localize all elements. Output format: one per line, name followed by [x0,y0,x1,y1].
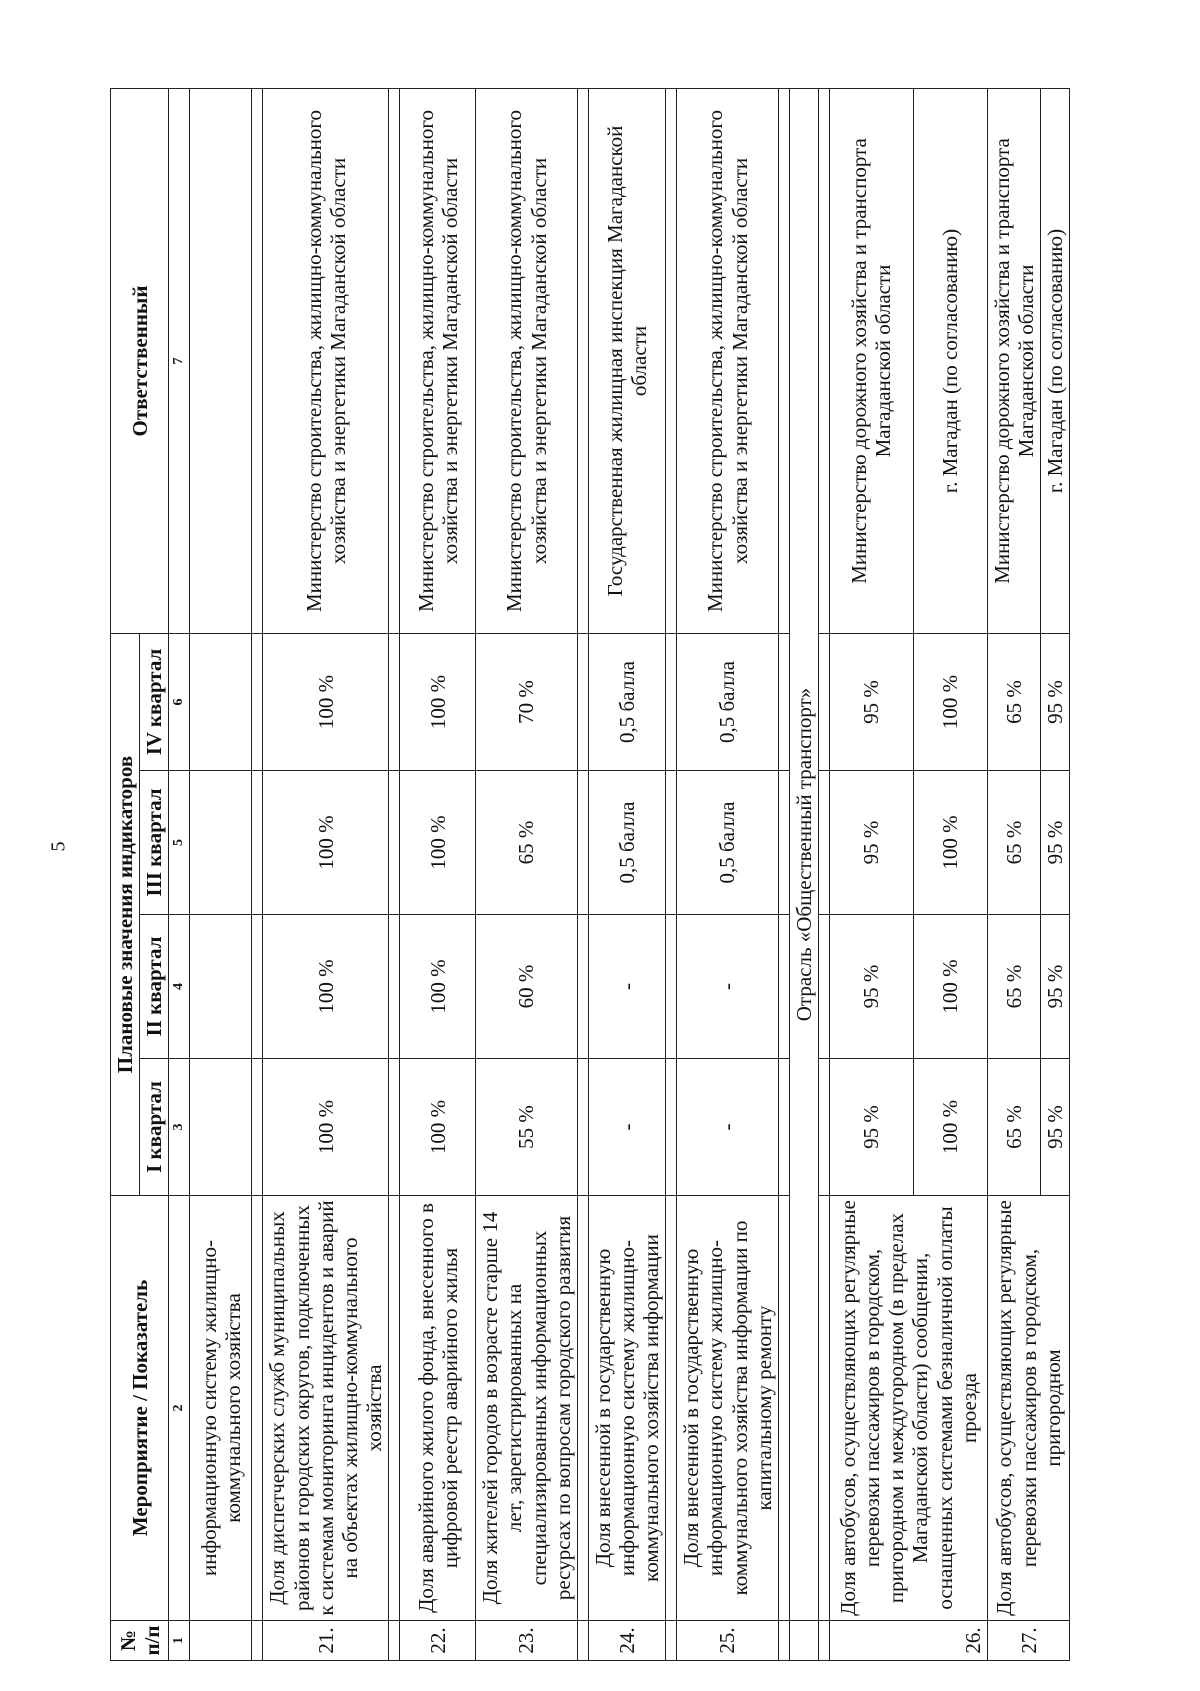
row-q2: - [677,915,779,1059]
row-q4: 0,5 балла [677,634,779,771]
row-gap [577,89,588,1661]
header-planned: Плановые значения индикаторов [111,634,140,1196]
col-number: 6 [169,634,190,771]
row-q1: 65 % [987,1059,1040,1196]
row-q3: 100 % [913,771,987,915]
row-q2: 60 % [476,915,578,1059]
row-num: 27. [987,1621,1069,1661]
row-q3: 65 % [476,771,578,915]
row-q4: 70 % [476,634,578,771]
col-number: 7 [169,89,190,634]
row-gap [389,89,400,1661]
row-num: 26. [829,1621,987,1661]
row-q2: 100 % [263,915,389,1059]
row-responsible: г. Магадан (по согласованию) [1041,89,1070,634]
row-q1: 55 % [476,1059,578,1196]
row-responsible: Министерство строительства, жилищно-коммунального хозяйства и энергетики Магаданской области [263,89,389,634]
header-num: № п/п [111,1621,169,1661]
row-q1: 95 % [1041,1059,1070,1196]
col-number: 5 [169,771,190,915]
row-responsible: Государственная жилищная инспекция Магаданской области [588,89,665,634]
col-number: 4 [169,915,190,1059]
row-q2 [190,915,252,1059]
row-responsible: Министерство строительства, жилищно-коммунального хозяйства и энергетики Магаданской области [476,89,578,634]
row-q2: 100 % [400,915,476,1059]
row-responsible: Министерство строительства, жилищно-коммунального хозяйства и энергетики Магаданской области [400,89,476,634]
row-q3: 95 % [829,771,913,915]
table-row [476,89,578,1661]
row-gap [252,89,263,1661]
header-q2: II квартал [140,915,169,1059]
row-indicator: Доля автобусов, осуществляющих регулярные перевозки пассажиров в городском, пригородном [987,1196,1069,1621]
col-number: 3 [169,1059,190,1196]
row-num: 25. [677,1621,779,1661]
section-row [789,89,818,1661]
header-q3: III квартал [140,771,169,915]
row-q3: 100 % [263,771,389,915]
table-row [987,89,1040,1661]
indicators-table [110,88,1070,1661]
row-q1: 100 % [263,1059,389,1196]
row-indicator: Доля автобусов, осуществляющих регулярные перевозки пассажиров в городском, пригородном и междугородном (в пределах Магаданской области) сообщении, оснащенных системами безналичной оплаты проезда [829,1196,987,1621]
row-gap [818,89,829,1661]
col-number: 1 [169,1621,190,1661]
row-q2: 95 % [1041,915,1070,1059]
table-row [829,89,913,1661]
table-row [677,89,779,1661]
row-q2: - [588,915,665,1059]
row-q1: - [588,1059,665,1196]
header-responsible: Ответственный [111,89,169,634]
row-q2: 100 % [913,915,987,1059]
row-q3: 100 % [400,771,476,915]
row-q2: 95 % [829,915,913,1059]
row-indicator: информационную систему жилищно-коммунального хозяйства [190,1196,252,1621]
header-row-1 [111,89,140,1661]
header-q1: I квартал [140,1059,169,1196]
row-gap [778,89,789,1661]
row-num: 22. [400,1621,476,1661]
table-row [190,89,252,1661]
row-q3: 95 % [1041,771,1070,915]
row-q1: 100 % [913,1059,987,1196]
row-responsible: г. Магадан (по согласованию) [913,89,987,634]
row-q1: 100 % [400,1059,476,1196]
header-indicator: Мероприятие / Показатель [111,1196,169,1621]
col-number: 2 [169,1196,190,1621]
row-num [190,1621,252,1661]
row-num: 21. [263,1621,389,1661]
row-num: 23. [476,1621,578,1661]
header-q4: IV квартал [140,634,169,771]
row-q1: - [677,1059,779,1196]
row-q4: 100 % [263,634,389,771]
page-number: 5 [47,841,70,852]
row-q4: 95 % [829,634,913,771]
row-num: 24. [588,1621,665,1661]
row-q1: 95 % [829,1059,913,1196]
row-q4: 0,5 балла [588,634,665,771]
row-q3: 0,5 балла [677,771,779,915]
row-responsible: Министерство дорожного хозяйства и транспорта Магаданской области [829,89,913,634]
row-q4: 65 % [987,634,1040,771]
row-q3: 0,5 балла [588,771,665,915]
row-q1 [190,1059,252,1196]
row-responsible [190,89,252,634]
row-q2: 65 % [987,915,1040,1059]
row-indicator: Доля жителей городов в возрасте старше 14 лет, зарегистрированных на специализированных информационных ресурсах по вопросам городского развития [476,1196,578,1621]
rotated-table-container [110,89,1140,1661]
row-q3: 65 % [987,771,1040,915]
section-title: Отрасль «Общественный транспорт» [789,89,818,1621]
row-q3 [190,771,252,915]
row-q4: 95 % [1041,634,1070,771]
row-indicator: Доля аварийного жилого фонда, внесенного в цифровой реестр аварийного жилья [400,1196,476,1621]
row-q4: 100 % [913,634,987,771]
row-gap [666,89,677,1661]
row-q4: 100 % [400,634,476,771]
table-row [400,89,476,1661]
table-row [263,89,389,1661]
row-indicator: Доля внесенной в государственную информационную систему жилищно-коммунального хозяйства информации по капитальному ремонту [677,1196,779,1621]
row-q4 [190,634,252,771]
row-responsible: Министерство дорожного хозяйства и транспорта Магаданской области [987,89,1040,634]
column-number-row [169,89,190,1661]
row-responsible: Министерство строительства, жилищно-коммунального хозяйства и энергетики Магаданской области [677,89,779,634]
row-indicator: Доля диспетчерских служб муниципальных районов и городских округов, подключенных к системам мониторинга инцидентов и аварий на объектах жилищно-коммунального хозяйства [263,1196,389,1621]
table-row [588,89,665,1661]
row-indicator: Доля внесенной в государственную информационную систему жилищно-коммунального хозяйства информации [588,1196,665,1621]
